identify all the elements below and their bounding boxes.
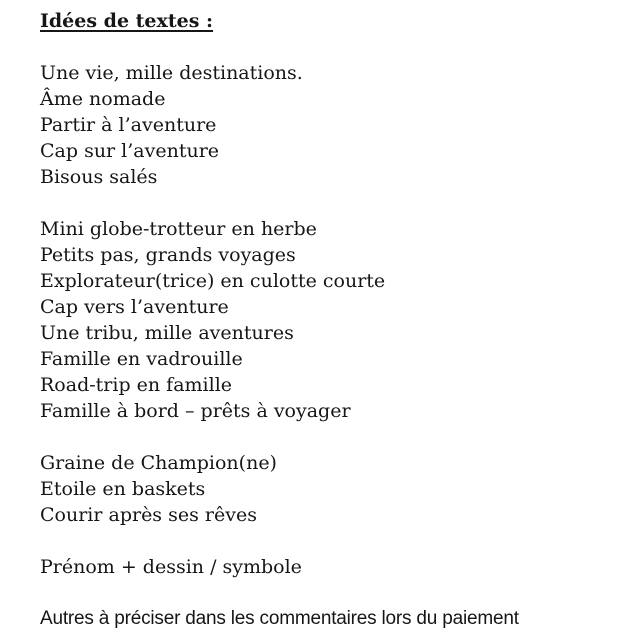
text-idea-line: Bisous salés bbox=[40, 166, 158, 188]
text-idea-line: Une vie, mille destinations. bbox=[40, 62, 303, 84]
idea-group-personnalisation bbox=[40, 554, 620, 580]
text-idea-line: Famille à bord – prêts à voyager bbox=[40, 400, 351, 422]
text-idea-line: Famille en vadrouille bbox=[40, 348, 243, 370]
idea-group-famille bbox=[40, 216, 620, 424]
text-idea-line: Partir à l’aventure bbox=[40, 114, 217, 136]
text-idea-line: Une tribu, mille aventures bbox=[40, 322, 294, 344]
text-idea-line: Prénom + dessin / symbole bbox=[40, 556, 302, 578]
footer-note: Autres à préciser dans les commentaires lors du paiement bbox=[40, 608, 519, 629]
text-idea-line: Courir après ses rêves bbox=[40, 504, 257, 526]
text-idea-line: Road-trip en famille bbox=[40, 374, 233, 396]
idea-group-voyage bbox=[40, 60, 620, 190]
idea-group-sport bbox=[40, 450, 620, 528]
text-idea-line: Explorateur(trice) en culotte courte bbox=[40, 270, 386, 292]
text-idea-line: Cap vers l’aventure bbox=[40, 296, 229, 318]
text-idea-line: Petits pas, grands voyages bbox=[40, 244, 296, 266]
text-idea-line: Mini globe-trotteur en herbe bbox=[40, 218, 317, 240]
text-idea-line: Graine de Champion(ne) bbox=[40, 452, 277, 474]
text-idea-line: Cap sur l’aventure bbox=[40, 140, 220, 162]
text-idea-line: Âme nomade bbox=[40, 88, 166, 110]
text-idea-line: Etoile en baskets bbox=[40, 478, 206, 500]
page-title: Idées de textes : bbox=[40, 10, 214, 32]
